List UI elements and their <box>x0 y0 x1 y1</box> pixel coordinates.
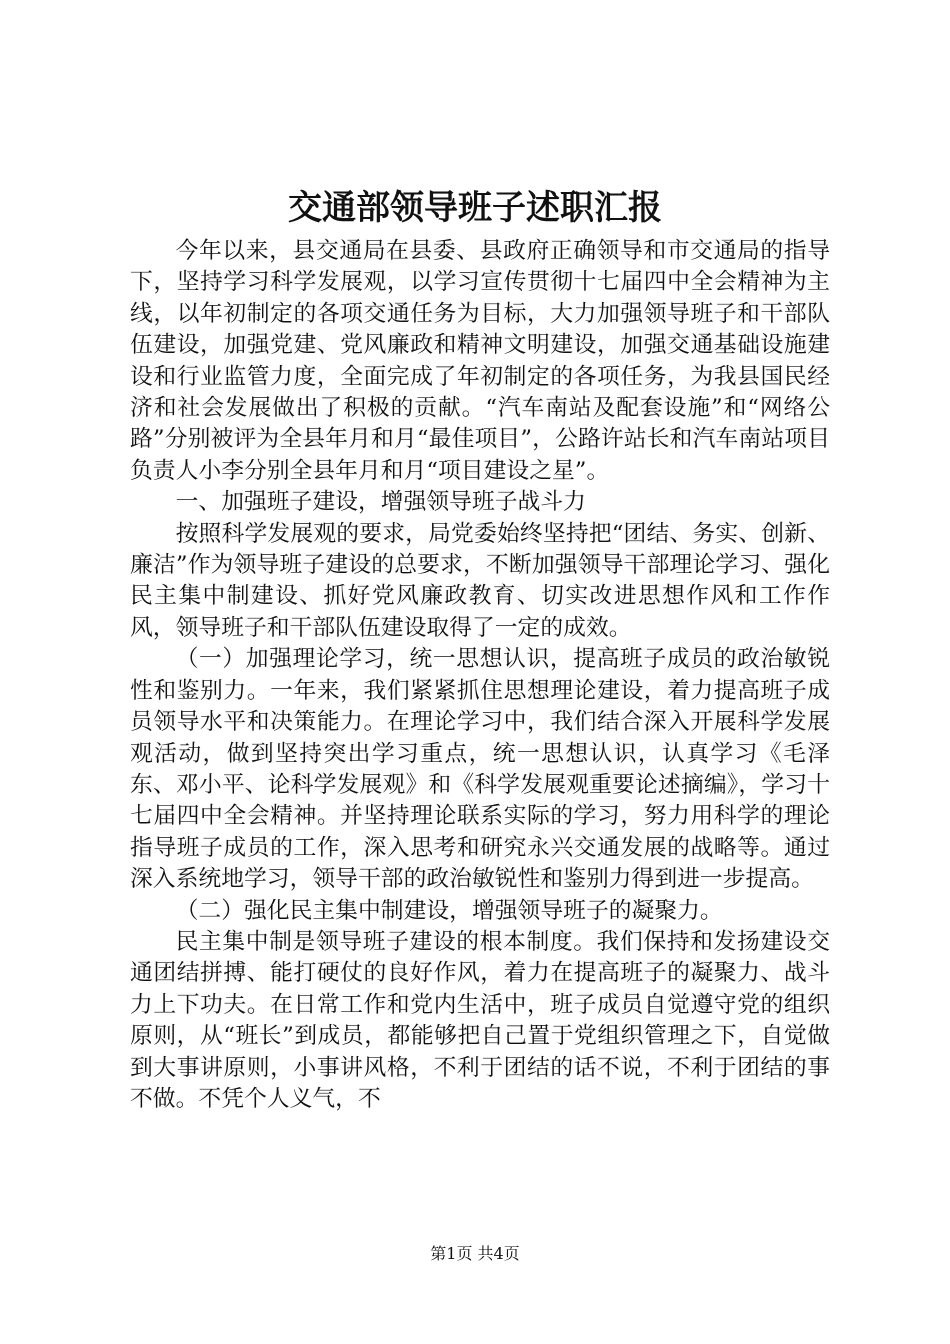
page-number-footer: 第1页 共4页 <box>430 1244 520 1263</box>
document-title: 交通部领导班子述职汇报 <box>288 188 662 228</box>
paragraph-intro: 今年以来，县交通局在县委、县政府正确领导和市交通局的指导下，坚持学习科学发展观，以学习宣传贯彻十七届四中全会精神为主线，以年初制定的各项交通任务为目标，大力加强领导班子和干部队伍建设，加强党建、党风廉政和精神文明建设，加强交通基础设施建设和行业监管力度，全面完成了年初制定的各项任务，为我县国民经济和社会发展做出了积极的贡献。“汽车南站及配套设施”和“网络公路”分别被评为全县年月和月“最佳项目”，公路许站长和汽车南站项目负责人小李分别全县年月和月“项目建设之星”。 <box>130 238 830 484</box>
section-heading-1: 一、加强班子建设，增强领导班子战斗力 <box>175 489 586 516</box>
paragraph-subsection-2: 民主集中制是领导班子建设的根本制度。我们保持和发扬建设交通团结拼搏、能打硬仗的良好作风，着力在提高班子的凝聚力、战斗力上下功夫。在日常工作和党内生活中，班子成员自觉遵守党的组织原则，从“班长”到成员，都能够把自己置于党组织管理之下，自觉做到大事讲原则，小事讲风格，不利于团结的话不说，不利于团结的事不做。不凭个人义气，不 <box>130 928 830 1112</box>
document-body <box>130 236 830 1115</box>
paragraph-subsection-1: （一）加强理论学习，统一思想认识，提高班子成员的政治敏锐性和鉴别力。一年来，我们紧紧抓住思想理论建设，着力提高班子成员领导水平和决策能力。在理论学习中，我们结合深入开展科学发展观活动，做到坚持突出学习重点，统一思想认识，认真学习《毛泽东、邓小平、论科学发展观》和《科学发展观重要论述摘编》，学习十七届四中全会精神。并坚持理论联系实际的学习，努力用科学的理论指导班子成员的工作，深入思考和研究永兴交通发展的战略等。通过深入系统地学习，领导干部的政治敏锐性和鉴别力得到进一步提高。 <box>130 646 830 893</box>
paragraph-section-1: 按照科学发展观的要求，局党委始终坚持把“团结、务实、创新、廉洁”作为领导班子建设的总要求，不断加强领导干部理论学习、强化民主集中制建设、抓好党风廉政教育、切实改进思想作风和工作作风，领导班子和干部队伍建设取得了一定的成效。 <box>130 520 830 641</box>
subsection-heading-2: （二）强化民主集中制建设，增强领导班子的凝聚力。 <box>175 897 723 924</box>
